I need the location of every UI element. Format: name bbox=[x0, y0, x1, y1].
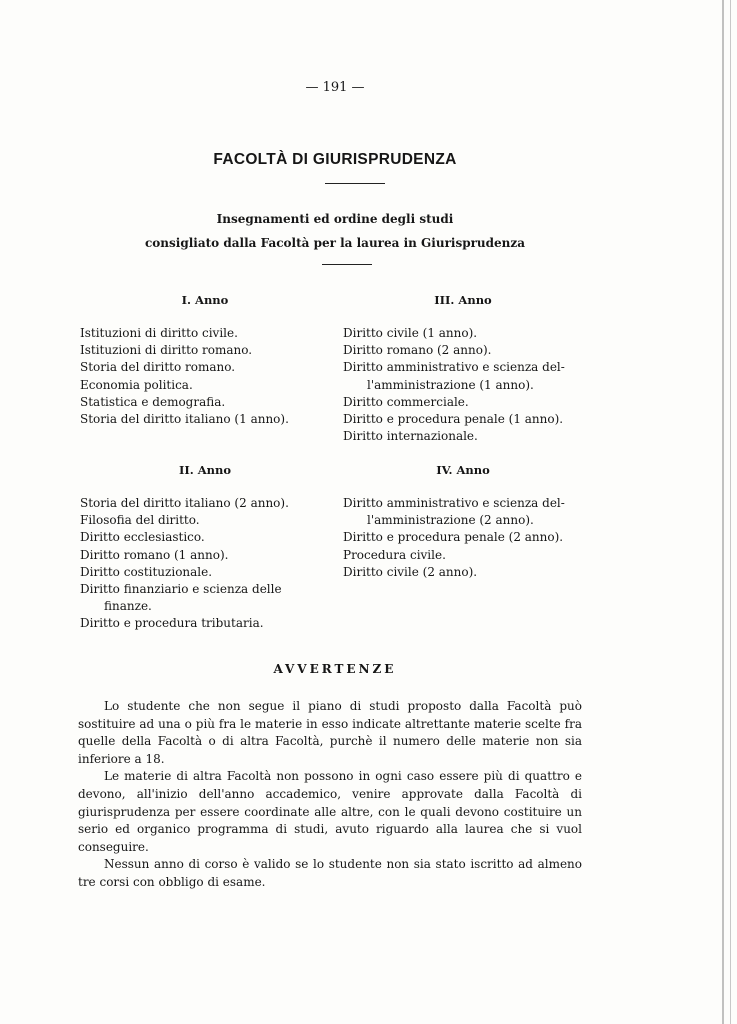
divider bbox=[325, 183, 385, 184]
note-paragraph: Le materie di altra Facoltà non possono in ogni caso essere più di quattro e devono, all'inizio dell'anno accademico, venire approvate dalla Facoltà di giurisprudenza per essere coordinate alle altre, con le quali devono costituire un serio ed organico programma di studi, avuto riguardo alla laurea che si vuol conseguire. bbox=[78, 769, 582, 854]
note-paragraph: Lo studente che non segue il piano di studi proposto dalla Facoltà può sostituire ad una o più fra le materie in esso indicate altrettante materie scelte fra quelle della Facoltà o di altra Facoltà, purchè il numero delle materie non sia inferiore a 18. bbox=[78, 699, 582, 766]
year-4-list bbox=[343, 495, 565, 581]
year-2-list bbox=[80, 495, 289, 633]
list-item: Diritto romano (1 anno). bbox=[80, 547, 229, 562]
notes-heading: AVVERTENZE bbox=[273, 662, 397, 676]
page-number: — 191 — bbox=[305, 80, 365, 95]
list-item: Diritto e procedura penale (1 anno). bbox=[343, 412, 564, 427]
page-title: FACOLTÀ DI GIURISPRUDENZA bbox=[213, 151, 457, 168]
list-item: l'amministrazione (2 anno). bbox=[367, 513, 534, 528]
list-item: Diritto ecclesiastico. bbox=[80, 530, 205, 545]
year-4-heading: IV. Anno bbox=[436, 463, 490, 477]
list-item: Storia del diritto romano. bbox=[80, 360, 236, 375]
list-item: Istituzioni di diritto civile. bbox=[80, 326, 238, 340]
note-paragraph: Nessun anno di corso è valido se lo studente non sia stato iscritto ad almeno tre corsi con obbligo di esame. bbox=[78, 857, 582, 889]
year-2-heading: II. Anno bbox=[178, 463, 232, 477]
list-item: Diritto costituzionale. bbox=[80, 564, 213, 579]
list-item: Istituzioni di diritto romano. bbox=[80, 343, 253, 358]
divider bbox=[322, 264, 372, 265]
subtitle-line-1: Insegnamenti ed ordine degli studi bbox=[216, 212, 454, 226]
year-3-heading: III. Anno bbox=[434, 293, 492, 307]
list-item: Procedura civile. bbox=[343, 547, 446, 562]
list-item: Storia del diritto italiano (2 anno). bbox=[80, 496, 289, 510]
year-1-list bbox=[80, 325, 289, 428]
list-item: Filosofia del diritto. bbox=[80, 513, 200, 528]
list-item: Diritto internazionale. bbox=[343, 429, 478, 444]
list-item: Diritto amministrativo e scienza del- bbox=[343, 360, 565, 375]
list-item: Statistica e demografia. bbox=[80, 394, 226, 409]
list-item: l'amministrazione (1 anno). bbox=[367, 377, 534, 392]
list-item: Diritto commerciale. bbox=[343, 394, 469, 409]
list-item: finanze. bbox=[104, 599, 152, 614]
scan-edge bbox=[722, 0, 724, 1024]
list-item: Diritto finanziario e scienza delle bbox=[80, 582, 282, 597]
scan-edge bbox=[730, 0, 731, 1024]
list-item: Diritto amministrativo e scienza del- bbox=[343, 496, 565, 510]
subtitle-line-2: consigliato dalla Facoltà per la laurea in Giurisprudenza bbox=[144, 236, 525, 250]
notes-body bbox=[78, 698, 582, 892]
list-item: Diritto e procedura penale (2 anno). bbox=[343, 530, 564, 545]
list-item: Diritto romano (2 anno). bbox=[343, 343, 492, 358]
list-item: Storia del diritto italiano (1 anno). bbox=[80, 412, 289, 427]
list-item: Economia politica. bbox=[80, 377, 193, 392]
list-item: Diritto e procedura tributaria. bbox=[80, 616, 264, 631]
year-1-heading: I. Anno bbox=[181, 293, 229, 307]
list-item: Diritto civile (1 anno). bbox=[343, 326, 478, 340]
year-3-list bbox=[343, 325, 565, 445]
list-item: Diritto civile (2 anno). bbox=[343, 564, 478, 579]
